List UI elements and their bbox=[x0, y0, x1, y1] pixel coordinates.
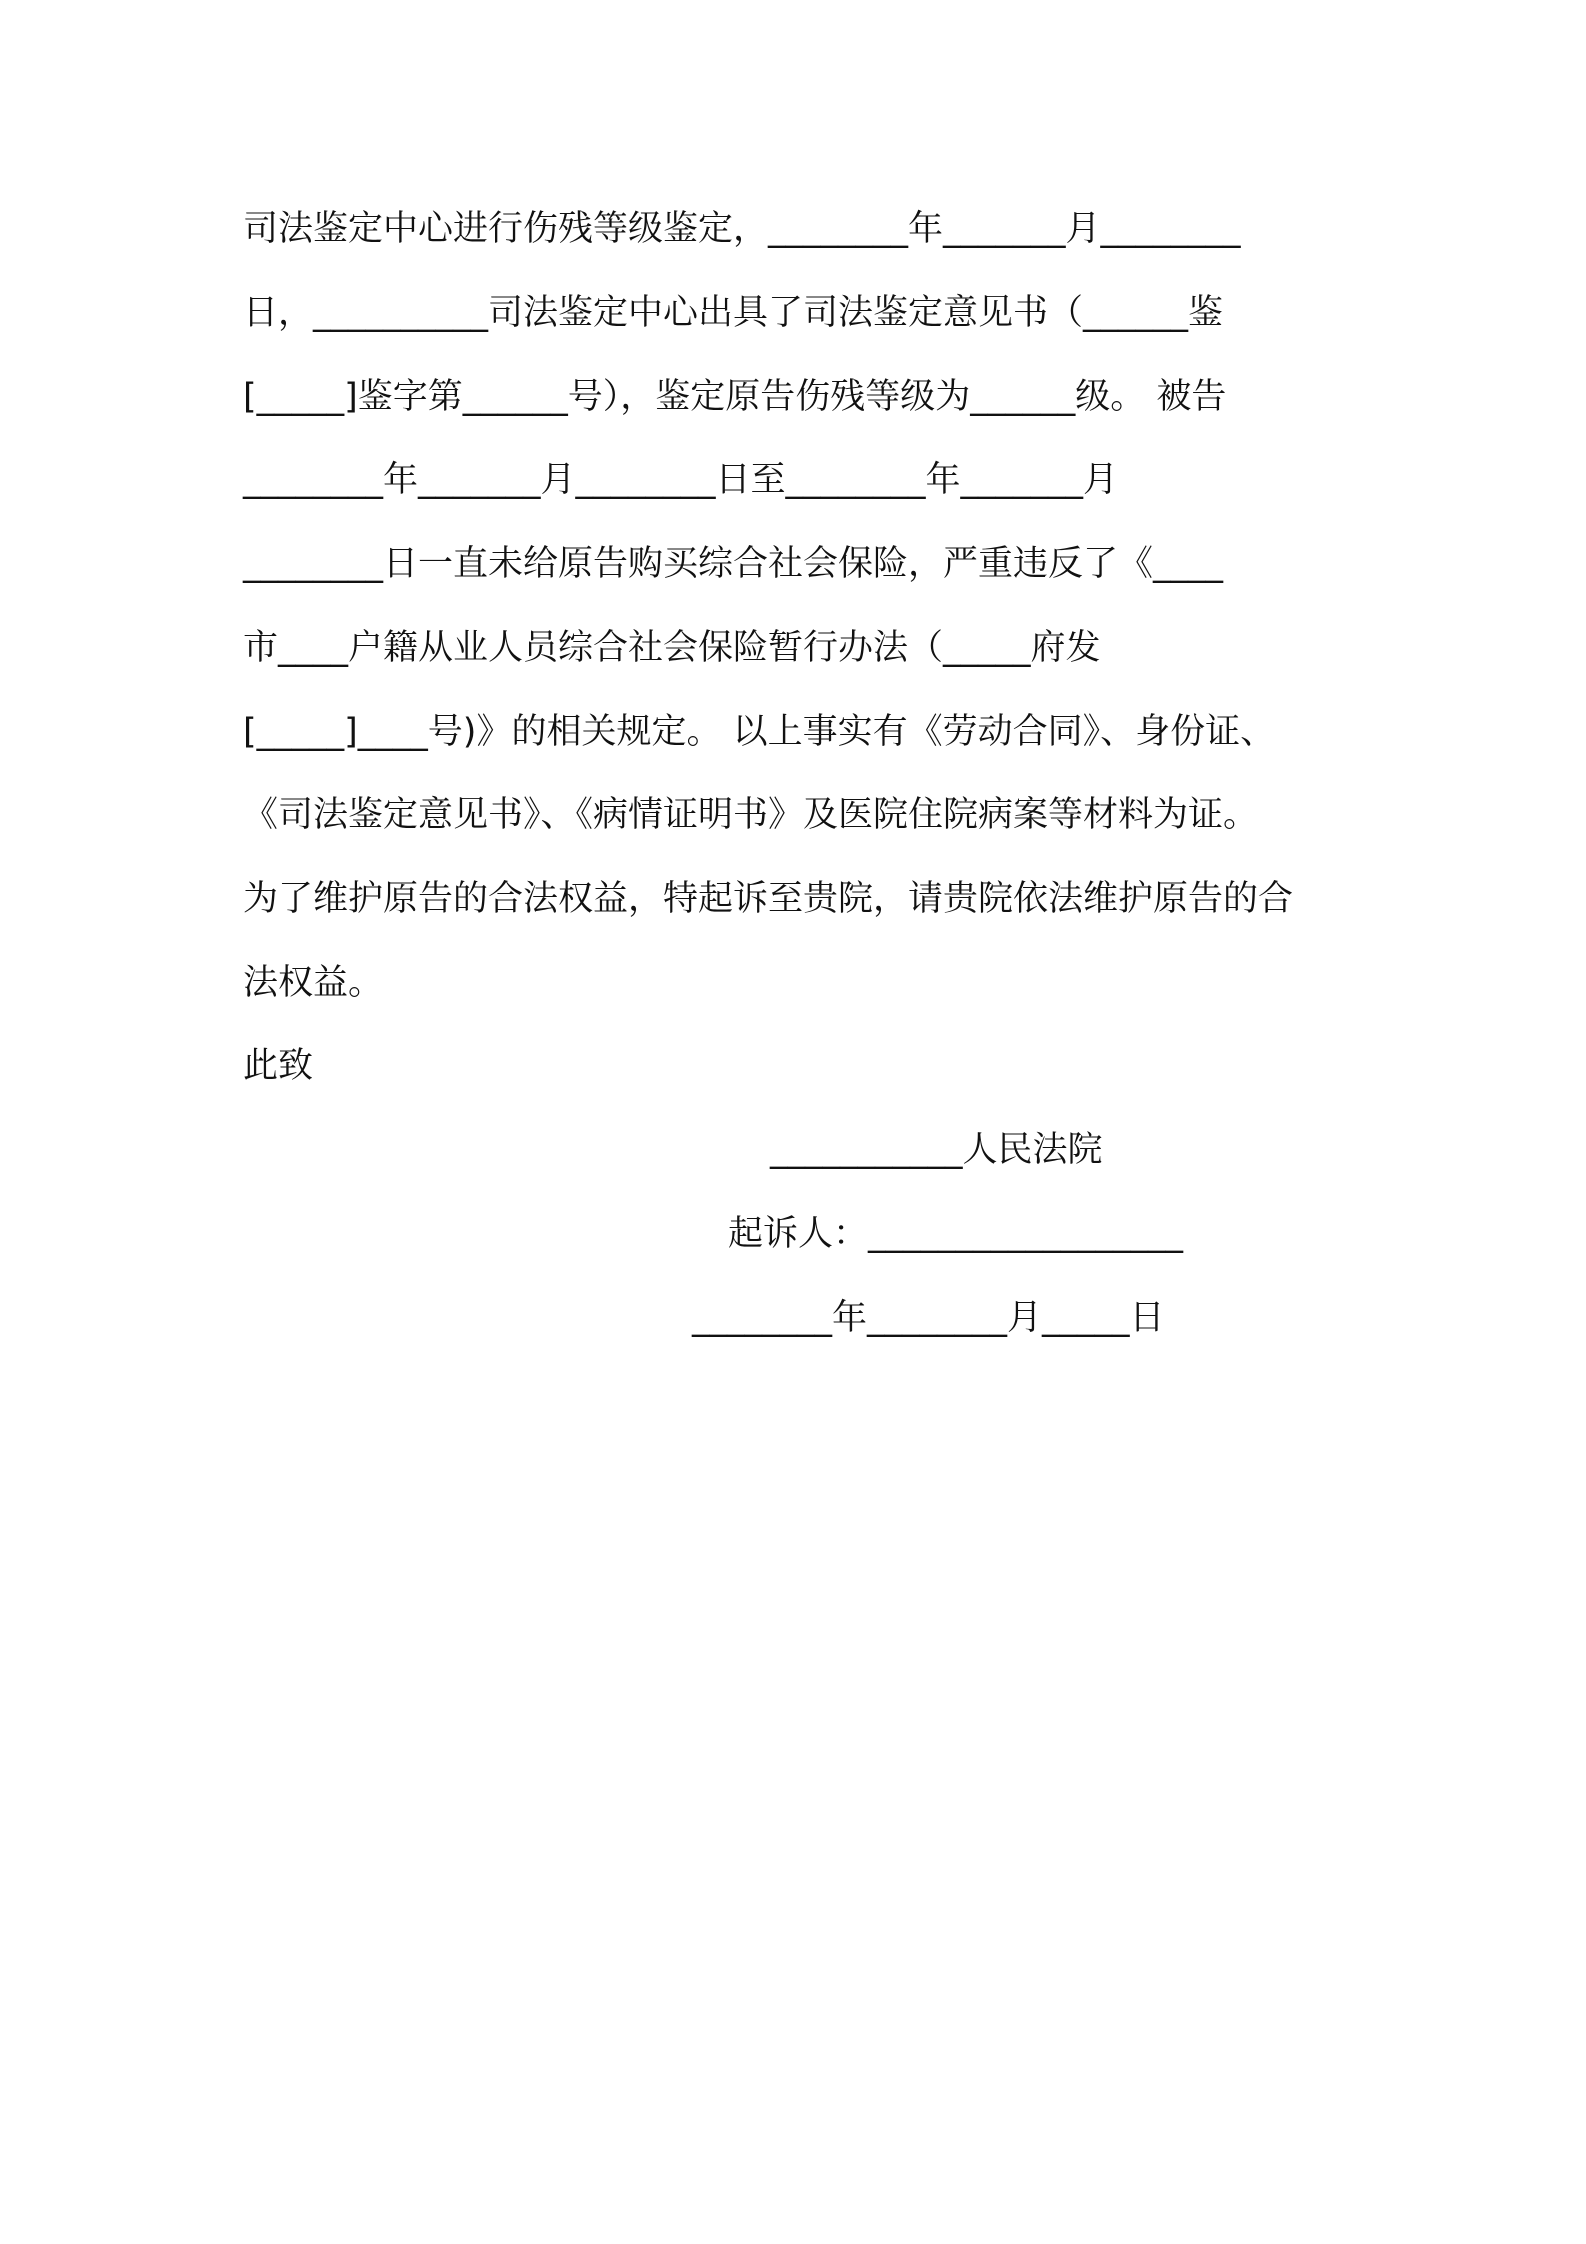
body-line: 为了维护原告的合法权益，特起诉至贵院，请贵院依法维护原告的合 bbox=[243, 879, 1294, 919]
body-line: 市____户籍从业人员综合社会保险暂行办法（_____府发 bbox=[243, 628, 1101, 668]
body-line: 法权益。 bbox=[243, 963, 384, 1003]
body-line: ________日一直未给原告购买综合社会保险，严重违反了《____ bbox=[243, 544, 1224, 584]
body-line: 《司法鉴定意见书》、《病情证明书》及医院住院病案等材料为证。 bbox=[243, 795, 1259, 835]
closing-salutation: 此致 bbox=[243, 1046, 314, 1086]
body-line: [_____]____号)》的相关规定。 以上事实有《劳动合同》、身份证、 bbox=[243, 712, 1276, 752]
plaintiff-signature-line: 起诉人：__________________ bbox=[728, 1214, 1184, 1254]
date-line: ________年________月_____日 bbox=[692, 1298, 1165, 1338]
court-name-line: ___________人民法院 bbox=[770, 1130, 1103, 1170]
body-line: [_____]鉴字第______号），鉴定原告伤残等级为______级。 被告 bbox=[243, 377, 1227, 417]
body-line: 日，__________司法鉴定中心出具了司法鉴定意见书（______鉴 bbox=[243, 293, 1224, 333]
body-line: 司法鉴定中心进行伤残等级鉴定，________年_______月________ bbox=[243, 209, 1241, 249]
body-line: ________年_______月________日至________年_______月 bbox=[243, 460, 1119, 500]
